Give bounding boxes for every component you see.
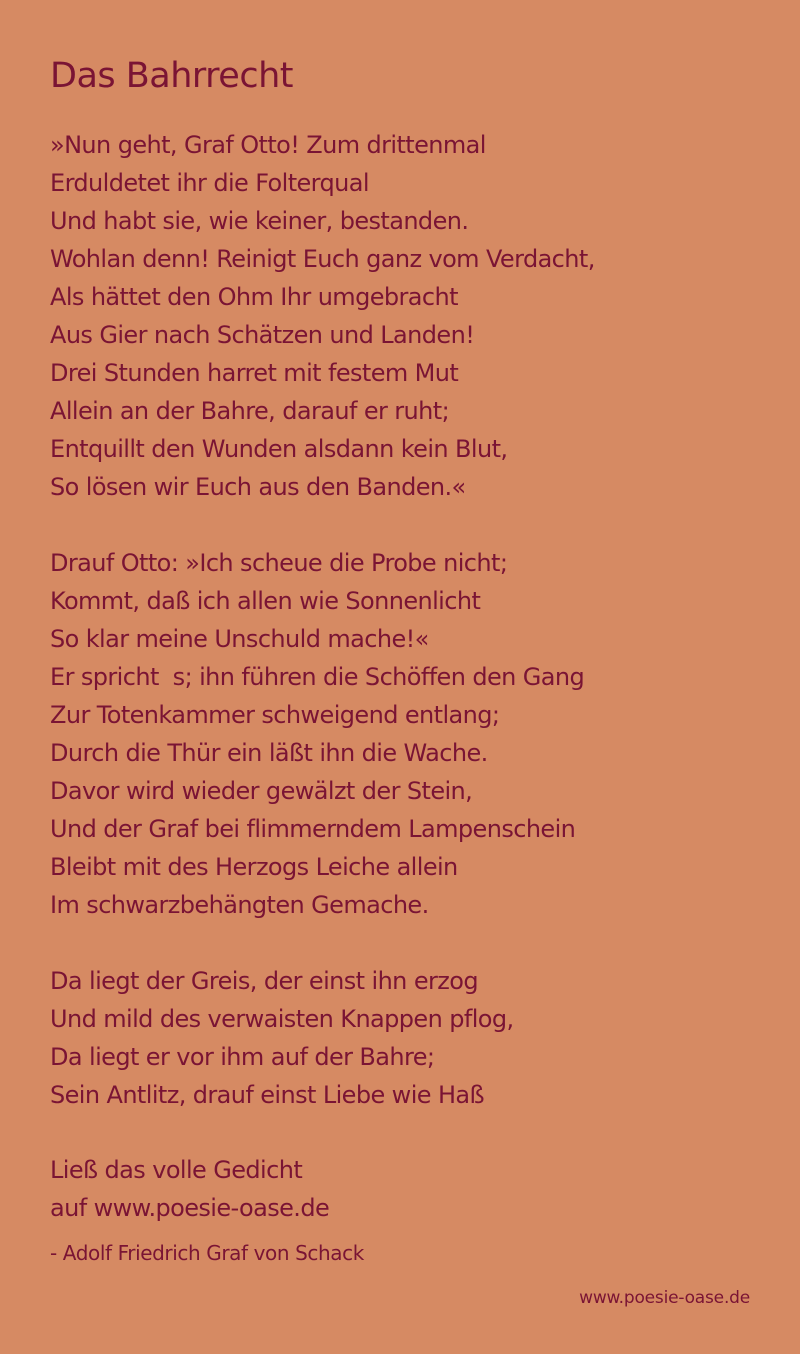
poem-line: Als hättet den Ohm Ihr umgebracht (50, 283, 458, 311)
read-full-poem-note (50, 1151, 329, 1227)
stanza-1 (50, 126, 770, 506)
poem-line: Im schwarzbehängten Gemache. (50, 891, 429, 919)
poem-line: Allein an der Bahre, darauf er ruht; (50, 397, 450, 425)
poem-line: Drauf Otto: »Ich scheue die Probe nicht; (50, 549, 508, 577)
poem-line: Sein Antlitz, drauf einst Liebe wie Haß (50, 1081, 485, 1109)
poem-line: Entquillt den Wunden alsdann kein Blut, (50, 435, 508, 463)
poem-line: Bleibt mit des Herzogs Leiche allein (50, 853, 458, 881)
poem-line: So klar meine Unschuld mache!« (50, 625, 429, 653)
poem-line: Zur Totenkammer schweigend entlang; (50, 701, 500, 729)
poem-line: Kommt, daß ich allen wie Sonnenlicht (50, 587, 481, 615)
poem-line: Durch die Thür ein läßt ihn die Wache. (50, 739, 488, 767)
poem-line: Und habt sie, wie keiner, bestanden. (50, 207, 469, 235)
poem-line: Da liegt er vor ihm auf der Bahre; (50, 1043, 435, 1071)
poem-title: Das Bahrrecht (50, 56, 293, 96)
stanza-2 (50, 544, 770, 924)
poem-line: Da liegt der Greis, der einst ihn erzog (50, 967, 478, 995)
poem-line: So lösen wir Euch aus den Banden.« (50, 473, 466, 501)
poem-line: Und mild des verwaisten Knappen pflog, (50, 1005, 514, 1033)
poem-body (50, 126, 770, 1152)
poem-line: Drei Stunden harret mit festem Mut (50, 359, 459, 387)
poem-line: Er sprichts; ihn führen die Schöffen den Gang (50, 663, 585, 691)
poem-line: Davor wird wieder gewälzt der Stein, (50, 777, 473, 805)
footer-website: www.poesie-oase.de (579, 1288, 750, 1308)
poem-line: Und der Graf bei flimmerndem Lampenschein (50, 815, 576, 843)
cta-line: Ließ das volle Gedicht (50, 1156, 303, 1184)
author-credit: - Adolf Friedrich Graf von Schack (50, 1241, 364, 1265)
cta-line: auf www.poesie-oase.de (50, 1194, 330, 1222)
poem-line: Aus Gier nach Schätzen und Landen! (50, 321, 475, 349)
poem-line: »Nun geht, Graf Otto! Zum drittenmal (50, 131, 486, 159)
poem-line: Erduldetet ihr die Folterqual (50, 169, 369, 197)
poem-line: Wohlan denn! Reinigt Euch ganz vom Verdacht, (50, 245, 595, 273)
stanza-3 (50, 962, 770, 1114)
